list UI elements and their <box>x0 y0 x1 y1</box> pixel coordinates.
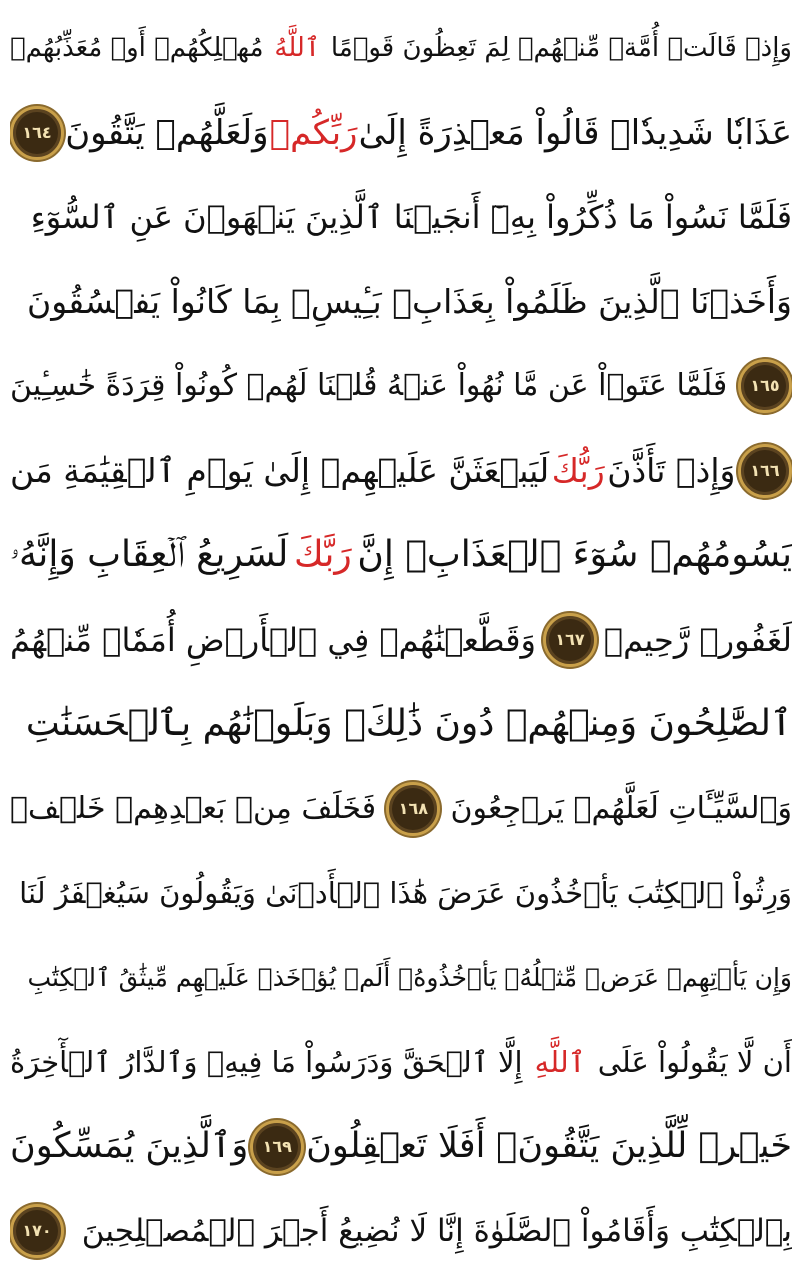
verse-line <box>10 682 792 767</box>
verse-lines <box>10 6 792 1274</box>
verse-text: ٱلصَّٰلِحُونَ وَمِنۡهُمۡ دُونَ ذَٰلِكَۖ وَبَلَوۡنَٰهُم بِٱلۡحَسَنَٰتِ <box>25 703 792 745</box>
verse-text: وَإِذۡ تَأَذَّنَ <box>607 451 736 491</box>
ayah-number-marker: ١٦٤ <box>10 106 64 160</box>
verse-line <box>10 1020 792 1105</box>
verse-text: وَٱلسَّيِّـَٔاتِ لَعَلَّهُمۡ يَرۡجِعُونَ <box>450 790 792 826</box>
verse-line <box>10 1189 792 1274</box>
verse-text: بِٱلۡكِتَٰبِ وَأَقَامُواْ ٱلصَّلَوٰةَ إِنَّا لَا نُضِيعُ أَجۡرَ ٱلۡمُصۡلِحِينَ <box>81 1212 792 1249</box>
verse-line <box>10 260 792 345</box>
verse-text: فَلَمَّا نَسُواْ مَا ذُكِّرُواْ بِهِۦٓ أَنجَيۡنَا ٱلَّذِينَ يَنۡهَوۡنَ عَنِ ٱلسُّوٓءِ <box>30 198 792 237</box>
verse-text: وَرِثُواْ ٱلۡكِتَٰبَ يَأۡخُذُونَ عَرَضَ هَٰذَا ٱلۡأَدۡنَىٰ وَيَقُولُونَ سَيُغۡفَرُ لَنَا <box>19 875 792 910</box>
ayah-number-marker: ١٦٩ <box>250 1120 304 1174</box>
verse-text: وَٱلَّذِينَ يُمَسِّكُونَ <box>10 1126 249 1167</box>
verse-text: وَإِن يَأۡتِهِمۡ عَرَضٞ مِّثۡلُهُۥ يَأۡخُذُوهُۚ أَلَمۡ يُؤۡخَذۡ عَلَيۡهِم مِّيثَٰقُ ٱلۡكِتَٰبِ <box>27 963 792 993</box>
verse-text: وَإِذۡ قَالَتۡ أُمَّةٞ مِّنۡهُمۡ لِمَ تَعِظُونَ قَوۡمًا <box>330 33 792 64</box>
verse-line <box>10 175 792 260</box>
verse-text: فَلَمَّا عَتَوۡاْ عَن مَّا نُهُواْ عَنۡهُ قُلۡنَا لَهُمۡ كُونُواْ قِرَدَةً خَٰسِـِٔينَ <box>10 368 728 404</box>
verse-text: فَخَلَفَ مِنۢ بَعۡدِهِمۡ خَلۡفٞ <box>10 790 377 826</box>
divine-name-text: ٱللَّهِ <box>534 1044 586 1079</box>
verse-text: يَسُومُهُمۡ سُوٓءَ ٱلۡعَذَابِۗ إِنَّ <box>357 534 792 576</box>
divine-name-text: رَبُّكَ <box>551 451 605 491</box>
verse-text: إِلَّا ٱلۡحَقَّ وَدَرَسُواْ مَا فِيهِۗ وَٱلدَّارُ ٱلۡأٓخِرَةُ <box>10 1044 523 1079</box>
verse-line <box>10 513 792 598</box>
verse-text: مُهۡلِكُهُمۡ أَوۡ مُعَذِّبُهُمۡ <box>10 33 264 64</box>
verse-line <box>10 936 792 1021</box>
verse-text: وَلَعَلَّهُمۡ يَتَّقُونَ <box>65 112 269 153</box>
ayah-number-marker: ١٦٦ <box>738 444 792 498</box>
verse-text: خَيۡرٞ لِّلَّذِينَ يَتَّقُونَۚ أَفَلَا تَعۡقِلُونَ <box>306 1126 792 1167</box>
verse-line <box>10 851 792 936</box>
verse-line <box>10 344 792 429</box>
divine-name-text: رَبِّكُمۡ <box>269 112 358 153</box>
verse-line <box>10 91 792 176</box>
ayah-number-marker: ١٦٥ <box>738 359 792 413</box>
verse-text: عَذَابٗا شَدِيدٗاۖ قَالُواْ مَعۡذِرَةً إِلَىٰ <box>358 112 792 153</box>
verse-line <box>10 767 792 852</box>
ayah-number-marker: ١٦٧ <box>543 613 597 667</box>
verse-text: لَسَرِيعُ ٱلۡعِقَابِ وَإِنَّهُۥ <box>10 534 289 576</box>
verse-line <box>10 6 792 91</box>
divine-name-text: ٱللَّهُ <box>274 33 321 64</box>
ayah-number-marker: ١٦٨ <box>386 782 440 836</box>
divine-name-text: رَبَّكَ <box>293 534 352 576</box>
verse-line <box>10 429 792 514</box>
verse-text: أَن لَّا يَقُولُواْ عَلَى <box>597 1044 792 1079</box>
verse-line <box>10 598 792 683</box>
verse-text: لَيَبۡعَثَنَّ عَلَيۡهِمۡ إِلَىٰ يَوۡمِ ٱلۡقِيَٰمَةِ مَن <box>10 451 550 491</box>
verse-line <box>10 1105 792 1190</box>
verse-text: لَغَفُورٞ رَّحِيمٞ <box>603 620 792 659</box>
verse-text: وَأَخَذۡنَا ٱلَّذِينَ ظَلَمُواْ بِعَذَابِۭ بَـِٔيسِۭ بِمَا كَانُواْ يَفۡسُقُونَ <box>27 282 792 322</box>
ayah-number-marker: ١٧٠ <box>10 1204 64 1258</box>
verse-text: وَقَطَّعۡنَٰهُمۡ فِي ٱلۡأَرۡضِ أُمَمٗاۖ مِّنۡهُمُ <box>10 620 536 659</box>
